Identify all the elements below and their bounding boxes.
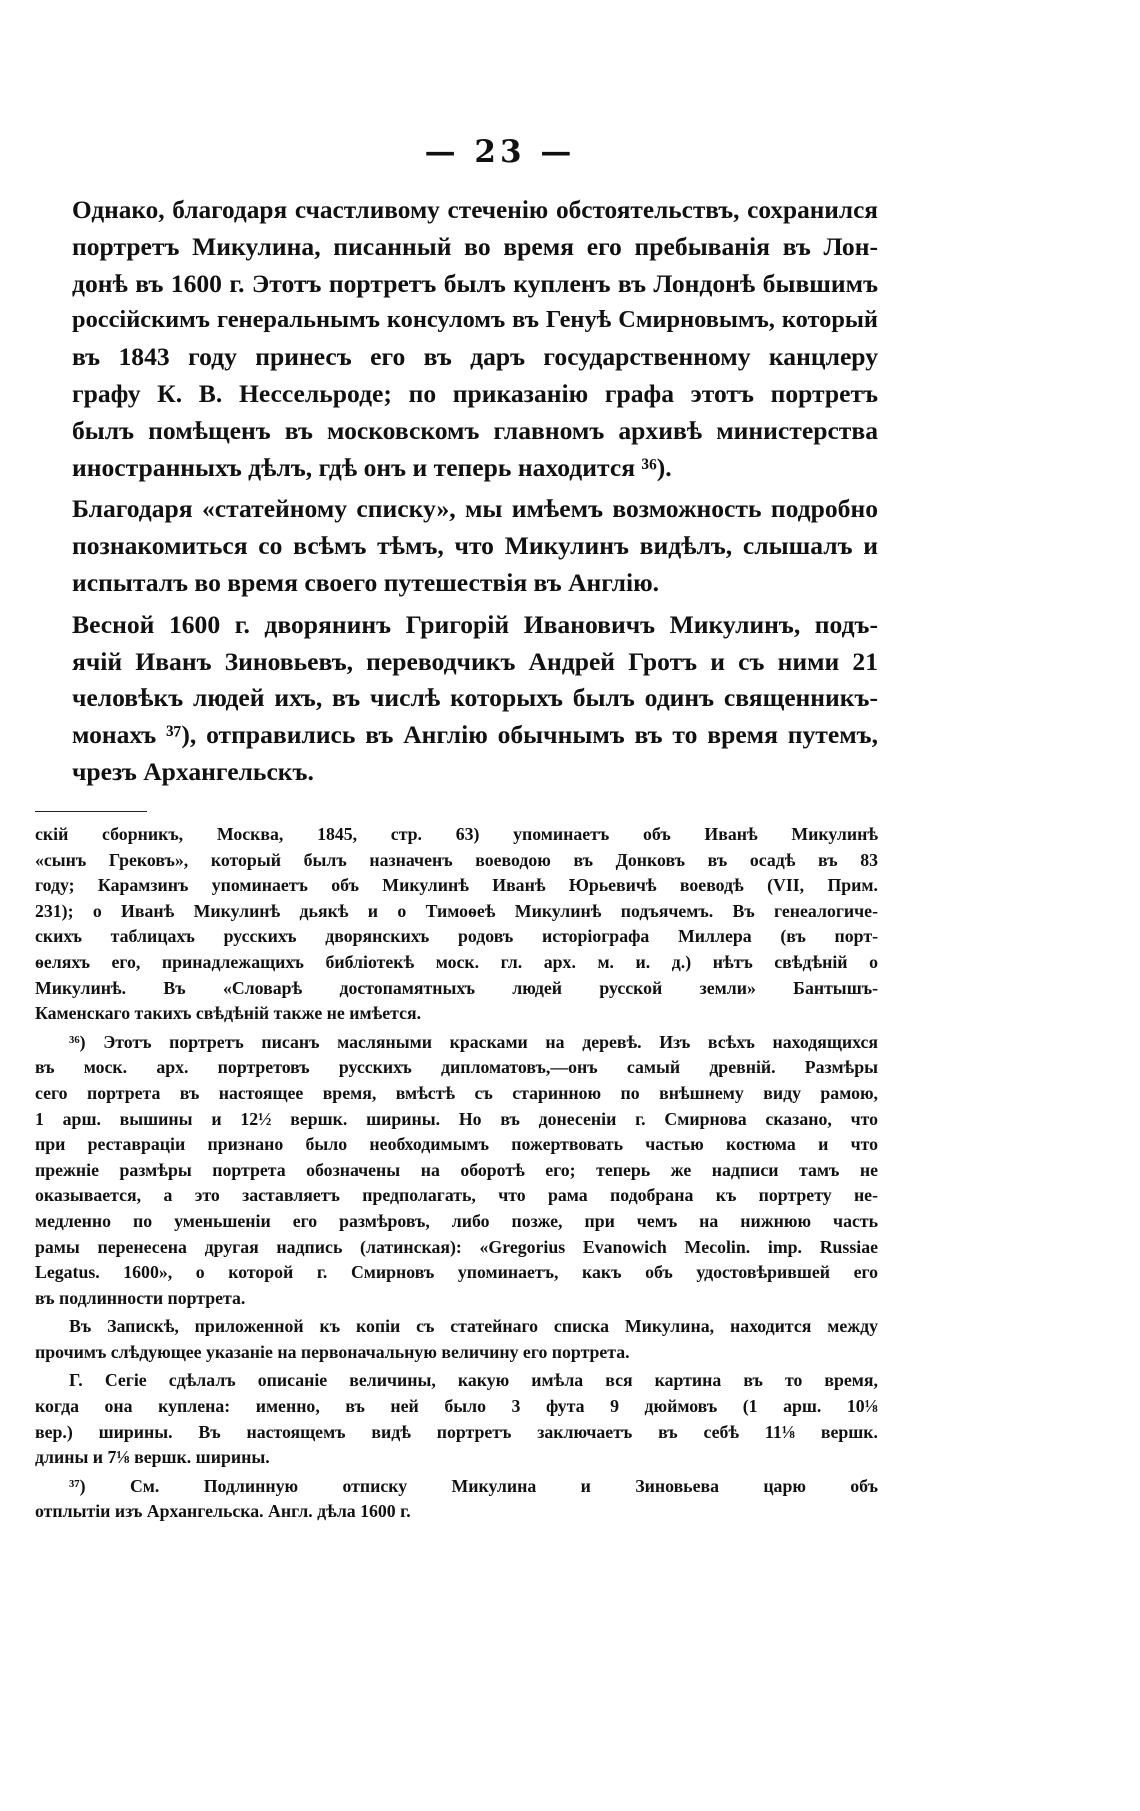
text-line: ячій Иванъ Зиновьевъ, переводчикъ Андрей Гротъ и съ ними 21	[72, 646, 878, 676]
footnote-line: ³⁶) Этотъ портретъ писанъ масляными красками на деревѣ. Изъ всѣхъ находящихся	[69, 1031, 878, 1052]
paragraph-2	[72, 491, 878, 601]
footnote-line: Каменскаго такихъ свѣдѣній также не имѣется.	[35, 1003, 422, 1024]
text-line: человѣкъ людей ихъ, въ числѣ которыхъ былъ одинъ священникъ-	[72, 683, 878, 713]
paragraph-1	[72, 192, 878, 486]
main-text	[72, 192, 878, 791]
footnote-line: при реставраціи признано было необходимымъ пожертвовать частью костюма и что	[35, 1134, 878, 1155]
footnote-line: отплытіи изъ Архангельска. Англ. дѣла 1600 г.	[35, 1501, 411, 1522]
text-line: Благодаря «статейному списку», мы имѣемъ возможность подробно	[72, 494, 878, 524]
text-line: портретъ Микулина, писанный во время его пребыванія въ Лон-	[72, 231, 878, 261]
footnote-line: въ подлинности портрета.	[35, 1287, 246, 1308]
footnote-line: году; Карамзинъ упоминаетъ объ Микулинѣ Иванѣ Юрьевичѣ воеводѣ (VII, Прим.	[35, 875, 878, 896]
text-line: испыталъ во время своего путешествія въ Англію.	[72, 567, 660, 597]
footnote-36-quote	[35, 1368, 878, 1470]
text-line: монахъ ³⁷), отправились въ Англію обычнымъ въ то время путемъ,	[72, 720, 878, 750]
text-line: Однако, благодаря счастливому стеченію обстоятельствъ, сохранился	[72, 196, 878, 224]
footnote-line: въ моск. арх. портретовъ русскихъ дипломатовъ,—онъ самый древній. Размѣры	[35, 1057, 878, 1078]
footnote-line: прежніе размѣры портрета обозначены на оборотѣ его; теперь же надписи тамъ не	[35, 1159, 878, 1180]
footnote-divider	[35, 811, 147, 812]
paragraph-3	[72, 607, 878, 791]
footnote-continued	[35, 822, 878, 1027]
footnote-line: скій сборникъ, Москва, 1845, стр. 63) упоминаетъ объ Иванѣ Микулинѣ	[35, 824, 878, 844]
text-line: былъ помѣщенъ въ московскомъ главномъ архивѣ министерства	[72, 415, 878, 445]
footnote-line: 231); о Иванѣ Микулинѣ дьякѣ и о Тимоѳеѣ Микулинѣ подъячемъ. Въ генеалогиче-	[35, 900, 878, 921]
footnote-line: ³⁷) См. Подлинную отписку Микулина и Зиновьева царю объ	[69, 1475, 878, 1496]
footnote-line: оказывается, а это заставляетъ предполагать, что рама подобрана къ портрету не-	[35, 1185, 878, 1206]
text-line: донѣ въ 1600 г. Этотъ портретъ былъ купленъ въ Лондонѣ бывшимъ	[72, 268, 878, 298]
footnote-36-note	[35, 1314, 878, 1365]
footnote-line: ѳеляхъ его, принадлежащихъ библіотекѣ моск. гл. арх. м. и. д.) нѣтъ свѣдѣній о	[35, 951, 878, 972]
footnote-line: скихъ таблицахъ русскихъ дворянскихъ родовъ исторіографа Миллера (въ порт-	[35, 926, 878, 947]
footnote-line: Микулинѣ. Въ «Словарѣ достопамятныхъ людей русской земли» Бантышъ-	[35, 977, 878, 998]
footnote-line: вер.) ширины. Въ настоящемъ видѣ портретъ заключаетъ въ себѣ 11⅛ вершк.	[35, 1421, 878, 1442]
text-line: чрезъ Архангельскъ.	[72, 756, 314, 786]
footnote-line: прочимъ слѣдующее указаніе на первоначальную величину его портрета.	[35, 1341, 630, 1362]
text-line: въ 1843 году принесъ его въ даръ государственному канцлеру	[72, 342, 878, 372]
text-line: Весной 1600 г. дворянинъ Григорій Ивановичъ Микулинъ, подъ-	[72, 609, 878, 639]
footnote-line: 1 арш. вышины и 12½ вершк. ширины. Но въ донесеніи г. Смирнова сказано, что	[35, 1108, 878, 1129]
footnote-line: Г. Сегіе сдѣлалъ описаніе величины, какую имѣла вся картина въ то время,	[69, 1370, 878, 1391]
footnote-line: Въ Запискѣ, приложенной къ копіи съ статейнаго списка Микулина, находится между	[69, 1316, 878, 1337]
footnotes	[35, 822, 878, 1525]
text-line: иностранныхъ дѣлъ, гдѣ онъ и теперь находится ³⁶).	[72, 452, 672, 482]
footnote-37	[35, 1474, 878, 1525]
footnote-line: «сынъ Грековъ», который былъ назначенъ воеводою въ Донковъ въ осадѣ въ 83	[35, 849, 878, 870]
footnote-line: сего портрета въ настоящее время, вмѣстѣ съ старинною по внѣшнему виду рамою,	[35, 1082, 878, 1103]
footnote-line: Legatus. 1600», о которой г. Смирновъ упоминаетъ, какъ объ удостовѣрившей его	[35, 1262, 878, 1283]
text-line: графу К. В. Нессельроде; по приказанію графа этотъ портретъ	[72, 378, 878, 408]
page-number: — 23 —	[424, 134, 576, 170]
footnote-line: когда она куплена: именно, въ ней было 3 фута 9 дюймовъ (1 арш. 10⅛	[35, 1396, 878, 1417]
footnote-line: медленно по уменьшеніи его размѣровъ, либо позже, при чемъ на нижнюю часть	[35, 1210, 878, 1231]
footnote-36	[35, 1030, 878, 1312]
footnote-line: рамы перенесена другая надпись (латинская): «Gregorius Evanowich Mecolin. imp. Russiae	[35, 1236, 878, 1257]
footnote-line: длины и 7⅛ вершк. ширины.	[35, 1447, 270, 1468]
text-line: россійскимъ генеральнымъ консуломъ въ Генуѣ Смирновымъ, который	[72, 306, 878, 334]
text-line: познакомиться со всѣмъ тѣмъ, что Микулинъ видѣлъ, слышалъ и	[72, 531, 878, 561]
